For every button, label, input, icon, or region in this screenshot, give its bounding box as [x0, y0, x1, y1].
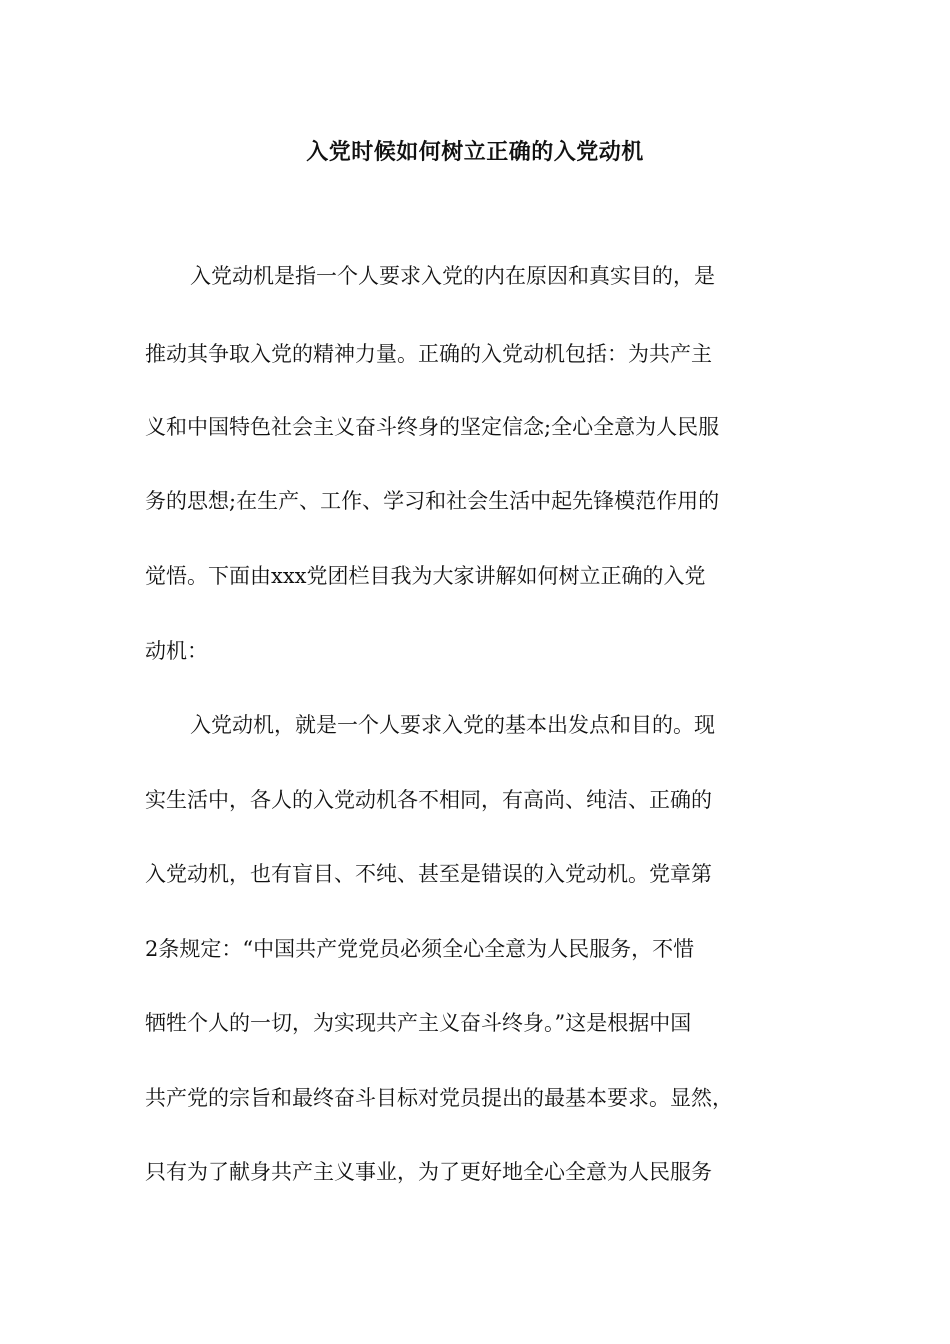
paragraph-2-line-7: 只有为了献身共产主义事业，为了更好地全心全意为人民服务: [145, 1160, 712, 1184]
paragraph-2-line-3: 入党动机，也有盲目、不纯、甚至是错误的入党动机。党章第: [145, 862, 712, 886]
paragraph-2-line-6: 共产党的宗旨和最终奋斗目标对党员提出的最基本要求。显然，: [145, 1086, 733, 1110]
paragraph-1-line-3: 义和中国特色社会主义奋斗终身的坚定信念;全心全意为人民服: [145, 415, 720, 439]
paragraph-1-line-4: 务的思想;在生产、工作、学习和社会生活中起先锋模范作用的: [145, 489, 720, 513]
paragraph-2-line-1: 入党动机，就是一个人要求入党的基本出发点和目的。现: [190, 713, 715, 737]
paragraph-1-line-2: 推动其争取入党的精神力量。正确的入党动机包括：为共产主: [145, 342, 712, 366]
paragraph-2-line-5: 牺牲个人的一切，为实现共产主义奋斗终身。”这是根据中国: [145, 1011, 692, 1035]
paragraph-2-line-4: 2条规定：“中国共产党党员必须全心全意为人民服务，不惜: [145, 937, 695, 961]
document-title: 入党时候如何树立正确的入党动机: [306, 140, 644, 165]
paragraph-1-line-5: 觉悟。下面由xxx党团栏目我为大家讲解如何树立正确的入党: [145, 564, 706, 588]
paragraph-2-line-2: 实生活中，各人的入党动机各不相同，有高尚、纯洁、正确的: [145, 788, 712, 812]
paragraph-1-line-6: 动机：: [145, 639, 208, 663]
paragraph-1-line-1: 入党动机是指一个人要求入党的内在原因和真实目的，是: [190, 264, 715, 288]
